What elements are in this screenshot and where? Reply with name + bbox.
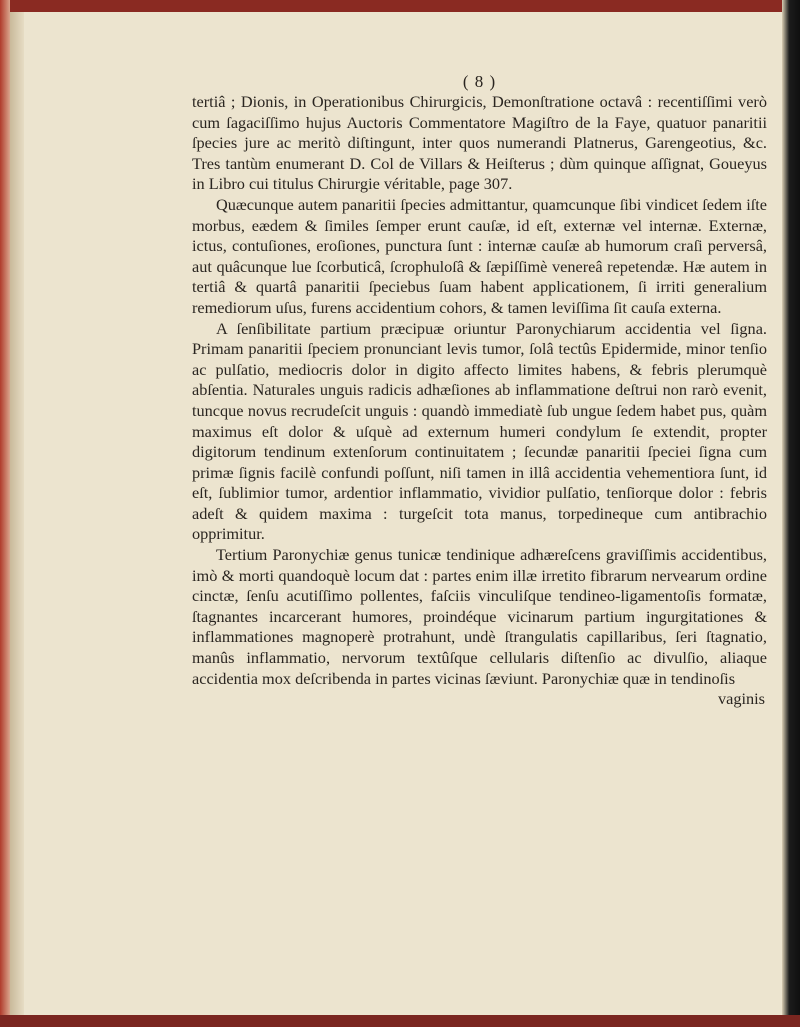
text-block: [192, 72, 767, 710]
paragraph-4: Tertium Paronychiæ genus tunicæ tendinique adhæreſcens graviſſimis accidentibus, imò & morti quandoquè locum dat : partes enim illæ irretito fibrarum nervearum ordine cinctæ, ſenſu acutiſſimo pollentes, faſciis vinculiſque tendineo-ligamentoſis formatæ, ſtagnantes incarcerant humores, proindéque vicinarum partium ingurgitationes & inflammationes magnoperè protrahunt, undè ſtrangulatis capillaribus, ſeri ſtagnatio, manûs inflammatio, nervorum textûſque cellularis diſtenſio ac divulſio, aliaque accidentia mox deſcribenda in partes vicinas ſæviunt. Paronychiæ quæ in tendinoſis: [192, 545, 767, 688]
catchword: vaginis: [717, 689, 765, 709]
book-page: [24, 12, 782, 1015]
book-cover-edge-left: [0, 0, 10, 1027]
book-cover-edge-bottom: [0, 1015, 800, 1027]
page-gutter: [10, 12, 24, 1015]
book-cover-edge-right: [782, 0, 800, 1027]
page-number: ( 8 ): [462, 72, 497, 91]
paragraph-2: Quæcunque autem panaritii ſpecies admittantur, quamcunque ſibi vindicet ſedem iſte morbus, eædem & ſimiles ſemper erunt cauſæ, id eſt, externæ vel internæ. Externæ, ictus, contuſiones, eroſiones, punctura ſunt : internæ cauſæ ab humorum craſi perversâ, aut quâcunque lue ſcorbuticâ, ſcrophuloſâ & ſæpiſſimè venereâ repetendæ. Hæ autem in tertiâ & quartâ panaritii ſpeciebus ſuam habent applicationem, ſi irriti generalium remediorum uſus, furens accidentium cohors, & tamen leviſſima ſit cauſa externa.: [192, 194, 767, 317]
paragraph-3: A ſenſibilitate partium præcipuæ oriuntur Paronychiarum accidentia vel ſigna. Primam panaritii ſpeciem pronunciant levis tumor, ſolâ tectûs Epidermide, minor tenſio ac pulſatio, mediocris dolor in digito affecto limites habens, & febris plerumquè abſentia. Naturales unguis radicis adhæſiones ab inflammatione deſtrui non rarò evenit, tuncque novus recrudeſcit unguis : quandò immediatè ſub ungue ſedem habet pus, quàm maximus eſt dolor & uſquè ad externum humeri condylum ſe extendit, propter digitorum tendinum extenſorum continuitatem ; ſecundæ panaritii ſpeciei ſigna cum primæ ſignis facilè confundi poſſunt, niſi tamen in illâ accidentia vehementiora ſunt, id eſt, ſublimior tumor, ardentior inflammatio, vividior pulſatio, tenſiorque dolor : febris adeſt & quidem maxima : turgeſcit tota manus, torpedineque cum antibrachio opprimitur.: [192, 318, 767, 544]
paragraph-1: tertiâ ; Dionis, in Operationibus Chirurgicis, Demonſtratione octavâ : recentiſſimi verò cum ſagaciſſimo hujus Auctoris Commentatore Magiſtro de la Faye, quatuor panaritii ſpecies jure ac meritò diſtingunt, inter quos numerandi Platnerus, Garengeotius, &c. Tres tantùm enumerant D. Col de Villars & Heiſterus ; dùm quinque aſſignat, Goueyus in Libro cui titulus Chirurgie véritable, page 307.: [192, 92, 767, 194]
book-cover-edge-top: [0, 0, 800, 12]
